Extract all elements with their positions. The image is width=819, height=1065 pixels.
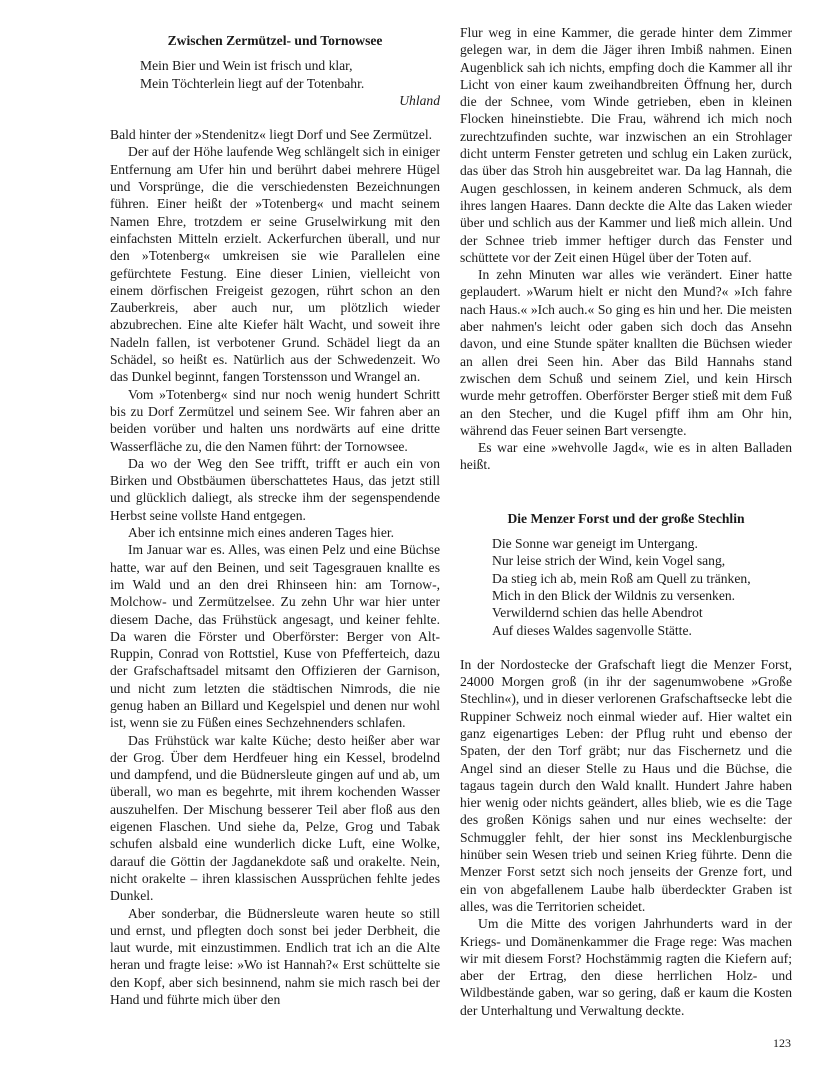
epigraph-attribution: Uhland (399, 92, 440, 108)
epigraph-verse (140, 57, 440, 92)
paragraph: Der auf der Höhe laufende Weg schlängelt sich in einiger Entfernung am Ufer hin und berührt dabei mehrere Hügel und Vorsprünge, die die verschiedensten Bezeichnungen führen. Einer heißt der »Totenberg« und macht seinem Namen Ehre, trotzdem er seine Gruselwirkung mit den einfachsten Mitteln erzielt. Ackerfurchen überall, und nur den »Totenberg« umkreisen sie wie Parallelen eine gefürchtete Festung. Eine dieser Linien, vielleicht von einem dörfischen Freigeist gezogen, rührt schon an den Zauberkreis, aber auch nur, um plötzlich wieder abzubrechen. Eine alte Kiefer hält Wacht, und soweit ihre Nadeln fallen, ist verbotener Grund. Schädel liegt da an Schädel, so heißt es. Natürlich aus der Schwedenzeit. Wo das Dunkel beginnt, fangen Torstensson und Wrangel an. (110, 144, 440, 385)
paragraph: Bald hinter der »Stendenitz« liegt Dorf und See Zermützel. (110, 127, 433, 143)
paragraph: Aber sonderbar, die Büdnersleute waren heute so still und ernst, und pflegten doch sonst bei jeder Derbheit, die laut wurde, mit einzustimmen. Endlich trat ich an die Alte heran und fragte leise: »Wo ist Hannah?« Erst schüttelte sie den Kopf, aber sich besinnend, nahm sie mich rasch bei der Hand und führte mich über den (110, 905, 440, 1008)
paragraph: Flur weg in eine Kammer, die gerade hinter dem Zimmer gelegen war, in dem die Jäger ihren Imbiß nahmen. Einen Augenblick sah ich nichts, empfing doch die Kammer all ihr Licht von einer kaum zweihandbreiten Öffnung her, durch die der Schnee, vom Winde getrieben, eben in kleinen Flocken hineinstiebte. Die Frau, während ich mich noch zurechtzufinden suchte, war inzwischen an ein Strohlager dicht unterm Fenster getreten und schlug ein Laken zurück, das über das Stroh hin ausgebreitet war. Da lag Hannah, die Augen geschlossen, in keinem anderen Schmuck, als dem ihres langen Haares. Dann deckte die Alte das Laken wieder über und schlich aus der Kammer und ließ mich allein. Und der Schnee trieb immer heftiger durch das Fenster und schüttete vor der Zeit einen Hügel über der Toten auf. (460, 25, 792, 265)
left-column (110, 24, 440, 1008)
verse-line: Da stieg ich ab, mein Roß am Quell zu tränken, (492, 570, 751, 586)
epigraph-verse (492, 535, 792, 639)
right-column (460, 24, 792, 1019)
verse-line: Die Sonne war geneigt im Untergang. (492, 536, 698, 552)
paragraph: Das Frühstück war kalte Küche; desto heißer aber war der Grog. Über dem Herdfeuer hing ein Kessel, brodelnd und dampfend, und die Büdnersleute gingen auf und ab, um überall, wo man es begehrte, mit ihrem kochenden Wasser auszuhelfen. Der Mischung besserer Teil aber floß aus den eigenen Flaschen. Und siehe da, Pelze, Grog und Tabak schufen alsbald eine wunderlich dicke Luft, eine Wolke, darauf die Göttin der Jagdanekdote saß und orakelte. Nein, nicht orakelte – ihren klassischen Aussprüchen fehlte jedes Dunkel. (110, 732, 440, 904)
chapter-heading-zermuetzel: Zwischen Zermützel- und Tornowsee (167, 33, 383, 48)
page-number: 123 (773, 1036, 791, 1050)
paragraph: Vom »Totenberg« sind nur noch wenig hundert Schritt bis zu Dorf Zermützel und seinem See. Wir fahren aber an beiden vorüber und halten uns nordwärts auf eine dritte Wasserfläche zu, die den Namen führt: der Tornowsee. (110, 386, 440, 454)
spacer (110, 109, 440, 126)
paragraph: In zehn Minuten war alles wie verändert. Einer hatte geplaudert. »Warum hielt er nicht den Mund?« »Ich fahre nach Haus.« »Ich auch.« So ging es hin und her. Die meisten aber nahmen's leicht oder gaben sich doch das Ansehn davon, und eine Stunde später knallten die Büchsen wieder an allen drei Seen hin. Aber das Bild Hannahs stand zwischen dem Schuß und seinem Ziel, und kein Hirsch wurde mehr getroffen. Oberförster Berger stieß mit dem Fuß an den Stecher, und die Kugel pfiff ihm am Ohr hin, während das Feuer seinen Bart versengte. (460, 267, 792, 438)
verse-line: Nur leise strich der Wind, kein Vogel sang, (492, 553, 726, 569)
paragraph: Um die Mitte des vorigen Jahrhunderts ward in der Kriegs- und Domänenkammer die Frage rege: Was machen wir mit diesem Forst? Hochstämmig ragten die Kiefern auf; aber der Ertrag, den diese herrlichen Holz- und Wildbestände gaben, war so gering, daß er kaum die Kosten der Unterhaltung und Verwaltung deckte. (460, 916, 792, 1018)
verse-line: Mein Töchterlein liegt auf der Totenbahr. (140, 75, 365, 91)
verse-line: Mein Bier und Wein ist frisch und klar, (140, 58, 353, 74)
paragraph: Da wo der Weg den See trifft, trifft er auch ein von Birken und Obstbäumen überschattetes Haus, das jetzt still und glücklich daliegt, als strecke ihm der segenspendende Herbst seine vollste Hand entgegen. (110, 455, 440, 523)
paragraph: Im Januar war es. Alles, was einen Pelz und eine Büchse hatte, war auf den Beinen, und seit Tagesgrauen knallte es im Wald und an den drei Rhinseen hin: am Tornow-, Molchow- und Zermützelsee. Zu zehn Uhr war hier unter diesem Dache, das Frühstück angesagt, und keiner fehlte. Da waren die Förster und Oberförster: Berger von Alt-Ruppin, Conrad von Rottstiel, Kuse von Pfefferteich, dazu der Grafschaftsadel mitsamt den Offizieren der Garnison, und nicht zum letzten die städtischen Nimrods, die nie genug haben an Billard und Kegelspiel und denen nur wohl ist, wenn sie zu Füßen eines Sechzehnenders schlafen. (110, 542, 440, 731)
paragraph: Aber ich entsinne mich eines anderen Tages hier. (128, 525, 395, 541)
paragraph: Es war eine »wehvolle Jagd«, wie es in alten Balladen heißt. (460, 440, 792, 473)
spacer (460, 639, 792, 656)
verse-line: Auf dieses Waldes sagenvolle Stätte. (492, 622, 692, 638)
verse-line: Mich in den Blick der Wildnis zu versenken. (492, 587, 736, 603)
paragraph: In der Nordostecke der Grafschaft liegt die Menzer Forst, 24000 Morgen groß (in ihr der sagenumwobene »Große Stechlin«), und in dieser verlorenen Grafschaftsecke lebt die Ruppiner Schweiz noch einmal wieder auf. Hier waltet ein ganz eigenartiges Leben: der Pflug ruht und ebenso der Spaten, der den Torf gräbt; nur das Fischernetz und die Angel sind an dieser Stelle zu Haus und die Büchse, die tagaus tagein durch den Wald knallt. Hundert Jahre haben hier wenig oder nichts geändert, alles blieb, wie es die Tage des großen Königs sahen und nur eines wechselte: der Schmuggler fehlt, der hier sonst ins Mecklenburgische hinüber sein Wesen trieb und seinen Krieg führte. Denn die Menzer Forst setzt sich noch jenseits der Grenze fort, und ein von abgefallenem Laube halb überdeckter Graben ist alles, was die Territorien scheidet. (460, 656, 792, 914)
spacer (460, 474, 792, 502)
verse-line: Verwildernd schien das helle Abendrot (492, 605, 703, 621)
chapter-heading-menzer-forst: Die Menzer Forst und der große Stechlin (507, 510, 745, 526)
